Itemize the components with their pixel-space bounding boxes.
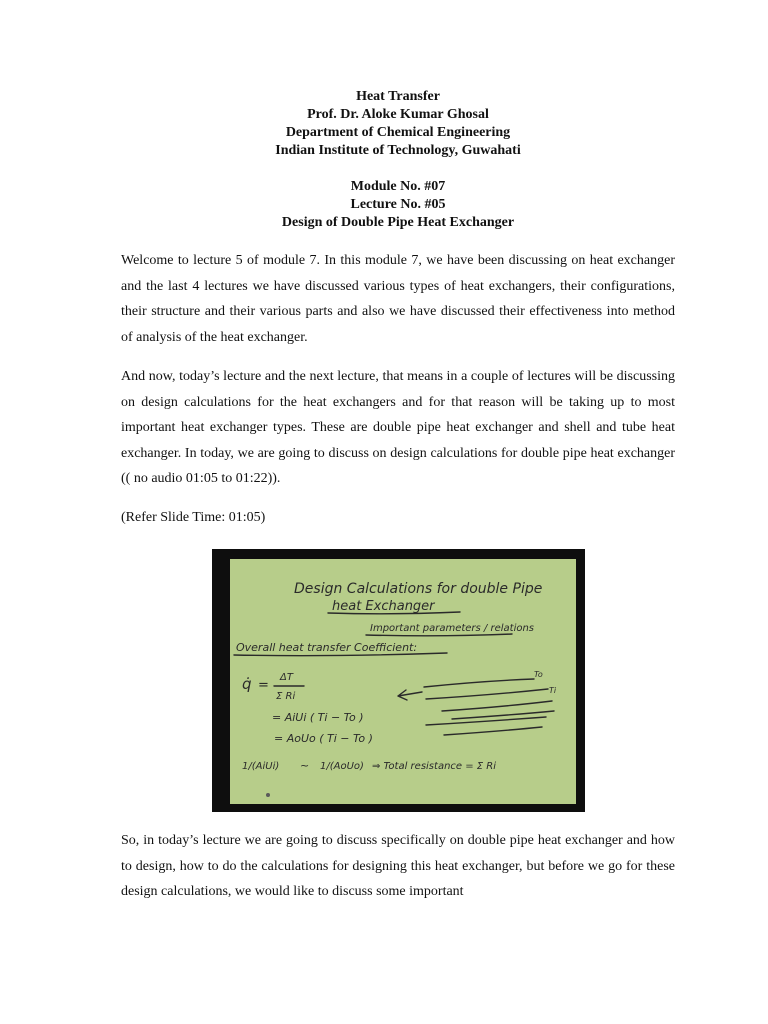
slide-subtitle: Important parameters / relations [370,623,535,634]
paragraph-continuation: So, in today’s lecture we are going to discuss specifically on double pipe heat exchanger and how to design, how to do the calculations for designing this heat exchanger, but before we go for these design calculations, we would like to discuss some important [121,833,675,900]
lecture-topic: Design of Double Pipe Heat Exchanger [281,215,515,230]
label-to: To [534,670,543,679]
slide-title-line-2: heat Exchanger [332,599,435,614]
course-title: Heat Transfer [356,89,440,104]
eq-denominator: Σ Ri [276,691,296,702]
document-header [0,88,768,232]
slide-reference: (Refer Slide Time: 01:05) [121,510,266,525]
department-name: Department of Chemical Engineering [285,125,511,140]
slide-board [212,549,585,812]
paragraph-intro: Welcome to lecture 5 of module 7. In this module 7, we have been discussing on heat exchanger and the last 4 lectures we have discussed various types of heat exchangers, their configurations, their structure and their various parts and also we have discussed their effectiveness into method of analysis of the heat exchanger. [121,253,675,345]
eq-line-4-left: 1/(AiUi) [242,761,280,772]
label-ti: Ti [549,686,557,695]
board-mark [266,793,270,797]
lecture-number: Lecture No. #05 [350,197,446,212]
eq-line-3: = AoUo ( Ti − To ) [274,732,373,745]
paragraph-overview: And now, today’s lecture and the next lecture, that means in a couple of lectures will be discussing on design calculations for the heat exchangers and for that reason will be taking up to most important heat exchanger types. These are double pipe heat exchanger and shell and tube heat exchanger. In today, we are going to discuss on design calculations for double pipe heat exchanger (( no audio 01:05 to 01:22)). [121,369,675,487]
q-symbol: q̇ [242,675,252,693]
header-gap [0,160,768,178]
eq-numerator: ΔT [280,672,293,683]
slide-heading: Overall heat transfer Coefficient: [236,641,418,654]
module-number: Module No. #07 [350,179,446,194]
eq-line-4-right: ⇒ Total resistance = Σ Ri [372,761,497,772]
slide-title-line-1: Design Calculations for double Pipe [294,581,543,597]
q-equals: = [258,678,269,693]
lecture-slide-image [212,549,585,812]
professor-name: Prof. Dr. Aloke Kumar Ghosal [307,107,489,122]
approx-sign: ~ [300,759,310,772]
eq-line-4-mid: 1/(AoUo) [320,761,364,772]
institute-name: Indian Institute of Technology, Guwahati [275,143,521,158]
eq-line-2: = AiUi ( Ti − To ) [272,711,364,724]
